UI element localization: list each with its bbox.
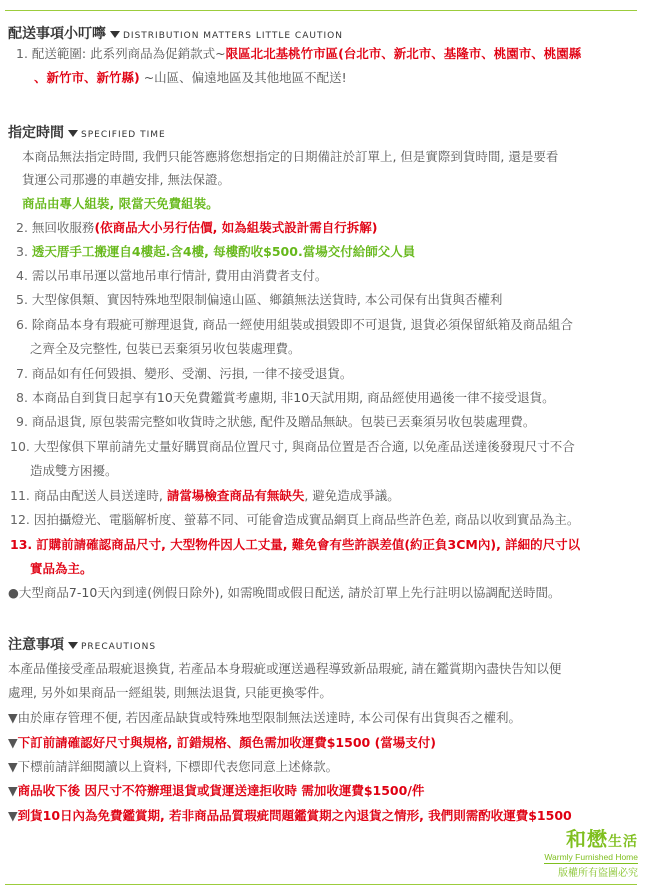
marker-icon: ▼ [8, 710, 18, 725]
brand-tagline: Warmly Furnished Home [544, 852, 638, 862]
time-item-6: 6. 除商品本身有瑕疵可辦理退貨, 商品一經使用組裝或損毀即不可退貨, 退貨必須保留紙箱及商品組合 [16, 317, 573, 332]
time-item-10: 10. 大型傢俱下單前請先丈量好購買商品位置尺寸, 與商品位置是否合適, 以免產品送達後發現尺寸不合 [10, 439, 575, 454]
triangle-down-icon [110, 31, 120, 38]
time-bullet-note: ●大型商品7-10天內到達(例假日除外), 如需晚間或假日配送, 請於訂單上先行註明以協調配送時間。 [8, 585, 561, 600]
precaution-line-3: ▼下標前請詳細閱讀以上資料, 下標即代表您同意上述條款。 [8, 759, 339, 774]
time-item-8: 8. 本商品自到貨日起享有10天免費鑑賞考慮期, 非10天試用期, 商品經使用過後一律不接受退貨。 [16, 390, 555, 405]
brand-name-suffix: 生活 [608, 834, 638, 850]
time-item-2: 2. 無回收服務(依商品大小另行估價, 如為組裝式設計需自行拆解) [16, 220, 378, 235]
precaution-line-4: ▼商品收下後 因尺寸不符辦理退貨或貨運送達拒收時 需加收運費$1500/件 [8, 783, 425, 798]
top-divider [5, 10, 637, 11]
time-item-13: 13. 訂購前請確認商品尺寸, 大型物件因人工丈量, 難免會有些許誤差值(約正負3CM內), 詳細的尺寸以 [10, 537, 581, 552]
time-item-11: 11. 商品由配送人員送達時, 請當場檢查商品有無缺失, 避免造成爭議。 [10, 488, 400, 503]
marker-icon: ▼ [8, 735, 18, 750]
time-item-7: 7. 商品如有任何毀損、變形、受潮、污損, 一律不接受退貨。 [16, 366, 353, 381]
time-item-3: 3. 透天厝手工搬運自4樓起.含4樓, 每樓酌收$500.當場交付給師父人員 [16, 244, 416, 259]
precaution-line-5: ▼到貨10日內為免費鑑賞期, 若非商品品質瑕疵問題鑑賞期之內退貨之情形, 我們則需酌收運費$1500 [8, 808, 572, 823]
time-item-12: 12. 因拍攝燈光、電腦解析度、螢幕不同、可能會造成實品網頁上商品些許色差, 商品以收到實品為主。 [10, 512, 580, 527]
triangle-down-icon [68, 642, 78, 649]
marker-icon: ▼ [8, 808, 18, 823]
precaution-line-1: ▼由於庫存管理不便, 若因產品缺貨或特殊地型限制無法送達時, 本公司保有出貨與否之權利。 [8, 710, 522, 725]
time-item-4: 4. 需以吊車吊運以當地吊車行情計, 費用由消費者支付。 [16, 268, 328, 283]
section-title-distribution [8, 23, 343, 43]
precautions-intro-1: 本產品僅接受產品瑕疵退換貨, 若產品本身瑕疵或運送過程導致新品瑕疵, 請在鑑賞期內盡快告知以便 [8, 661, 562, 676]
distribution-item-1-cont: 、新竹市、新竹縣) ~山區、偏遠地區及其他地區不配送! [34, 70, 347, 85]
section-title-precautions: 注意事項 PRECAUTIONS [8, 637, 157, 653]
time-item-13-cont: 實品為主。 [30, 561, 93, 576]
section-title-time: 指定時間 SPECIFIED TIME [8, 125, 166, 141]
copyright-note: 版權所有盜圖必究 [544, 863, 638, 879]
time-green-note: 商品由專人組裝, 限當天免費組裝。 [22, 196, 219, 211]
brand-name: 和懋 [566, 827, 608, 851]
precautions-intro-2: 處理, 另外如果商品一經組裝, 則無法退貨, 只能更換零件。 [8, 685, 332, 700]
time-intro-1: 本商品無法指定時間, 我們只能答應將您想指定的日期備註於訂單上, 但是實際到貨時間, 還是要看 [22, 149, 559, 164]
marker-icon: ▼ [8, 759, 18, 774]
bottom-divider [5, 884, 637, 885]
bullet-icon: ● [8, 585, 19, 600]
distribution-title-zh: 配送事項小叮嚀 [8, 26, 106, 42]
precaution-line-2: ▼下訂前請確認好尺寸與規格, 訂錯規格、顏色需加收運費$1500 (當場支付) [8, 735, 436, 750]
marker-icon: ▼ [8, 783, 18, 798]
time-item-5: 5. 大型傢俱類、實因特殊地型限制偏遠山區、鄉鎮無法送貨時, 本公司保有出貨與否權利 [16, 292, 503, 307]
brand-logo [544, 823, 638, 879]
time-intro-2: 貨運公司那邊的車趟安排, 無法保證。 [22, 172, 230, 187]
distribution-item-1: 1. 配送範圍: 此系列商品為促銷款式~限區北北基桃竹市區(台北市、新北市、基隆市、桃園市、桃園縣 [16, 46, 582, 61]
time-item-10-cont: 造成雙方困擾。 [30, 463, 118, 478]
triangle-down-icon [68, 130, 78, 137]
time-item-9: 9. 商品退貨, 原包裝需完整如收貨時之狀態, 配件及贈品無缺。包裝已丟棄須另收包裝處理費。 [16, 414, 536, 429]
distribution-title-en: DISTRIBUTION MATTERS LITTLE CAUTION [123, 31, 343, 41]
time-item-6-cont: 之齊全及完整性, 包裝已丟棄須另收包裝處理費。 [30, 341, 301, 356]
